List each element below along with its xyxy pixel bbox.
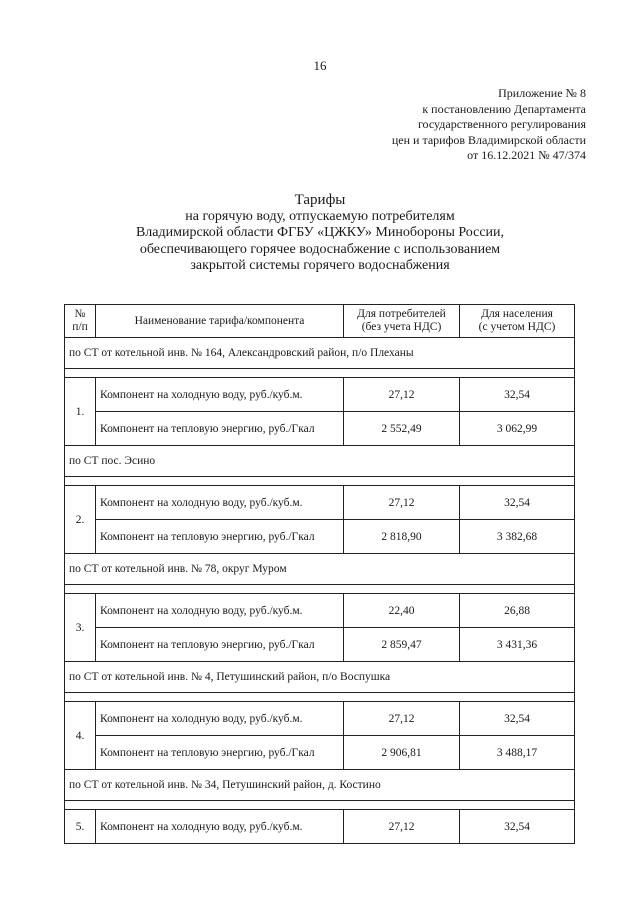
component-name: Компонент на холодную воду, руб./куб.м. xyxy=(96,810,344,844)
consumers-value: 2 906,81 xyxy=(344,736,460,770)
group-spacer xyxy=(65,801,575,810)
appendix-line: Приложение № 8 xyxy=(498,86,586,100)
component-name: Компонент на тепловую энергию, руб./Гкал xyxy=(96,736,344,770)
group-header-row xyxy=(65,338,575,369)
group-header-row xyxy=(65,554,575,585)
header-consumers: Для потребителей (без учета НДС) xyxy=(344,305,460,338)
group-header-row xyxy=(65,770,575,801)
table-row xyxy=(65,486,575,520)
tariffs-table xyxy=(64,304,575,844)
row-number: 1. xyxy=(65,378,96,446)
table-row xyxy=(65,594,575,628)
consumers-value: 2 552,49 xyxy=(344,412,460,446)
population-value: 3 062,99 xyxy=(460,412,575,446)
group-title: по СТ пос. Эсино xyxy=(65,446,575,477)
appendix-line: от 16.12.2021 № 47/374 xyxy=(467,148,586,162)
title-line: Владимирской области ФГБУ «ЦЖКУ» Минобороны России, xyxy=(135,225,505,240)
row-number: 4. xyxy=(65,702,96,770)
title-line: обеспечивающего горячее водоснабжение с использованием xyxy=(139,241,501,257)
title-main: Тарифы xyxy=(294,192,346,208)
population-value: 3 382,68 xyxy=(460,520,575,554)
consumers-value: 27,12 xyxy=(344,702,460,736)
consumers-value: 27,12 xyxy=(344,810,460,844)
population-value: 32,54 xyxy=(460,702,575,736)
component-name: Компонент на тепловую энергию, руб./Гкал xyxy=(96,412,344,446)
population-value: 32,54 xyxy=(460,378,575,412)
component-name: Компонент на тепловую энергию, руб./Гкал xyxy=(96,520,344,554)
table-row xyxy=(65,810,575,844)
group-header-row xyxy=(65,662,575,693)
table-row xyxy=(65,378,575,412)
header-name: Наименование тарифа/компонента xyxy=(96,305,344,338)
appendix-block xyxy=(392,86,586,164)
header-num: № п/п xyxy=(65,305,96,338)
appendix-line: цен и тарифов Владимирской области xyxy=(391,132,586,147)
component-name: Компонент на тепловую энергию, руб./Гкал xyxy=(96,628,344,662)
consumers-value: 27,12 xyxy=(344,378,460,412)
page-number: 16 xyxy=(313,58,327,73)
group-spacer xyxy=(65,477,575,486)
consumers-value: 22,40 xyxy=(344,594,460,628)
consumers-value: 2 818,90 xyxy=(344,520,460,554)
component-name: Компонент на холодную воду, руб./куб.м. xyxy=(96,594,344,628)
appendix-line: государственного регулирования xyxy=(417,117,586,131)
row-number: 5. xyxy=(65,810,96,844)
group-spacer xyxy=(65,693,575,702)
population-value: 3 431,36 xyxy=(460,628,575,662)
group-header-row xyxy=(65,446,575,477)
population-value: 26,88 xyxy=(460,594,575,628)
group-title: по СТ от котельной инв. № 34, Петушинский район, д. Костино xyxy=(65,770,575,801)
table-row xyxy=(65,702,575,736)
table-row xyxy=(65,736,575,770)
row-number: 3. xyxy=(65,594,96,662)
table-row xyxy=(65,520,575,554)
title-line: на горячую воду, отпускаемую потребителям xyxy=(185,208,455,224)
population-value: 32,54 xyxy=(460,486,575,520)
header-population: Для населения (с учетом НДС) xyxy=(460,305,575,338)
document-title xyxy=(0,192,640,275)
group-title: по СТ от котельной инв. № 164, Александровский район, п/о Плеханы xyxy=(65,338,575,369)
appendix-line: к постановлению Департамента xyxy=(422,101,586,116)
table-row xyxy=(65,628,575,662)
row-number: 2. xyxy=(65,486,96,554)
group-spacer xyxy=(65,585,575,594)
population-value: 32,54 xyxy=(460,810,575,844)
title-line: закрытой системы горячего водоснабжения xyxy=(190,258,450,273)
group-title: по СТ от котельной инв. № 4, Петушинский район, п/о Воспушка xyxy=(65,662,575,693)
consumers-value: 2 859,47 xyxy=(344,628,460,662)
component-name: Компонент на холодную воду, руб./куб.м. xyxy=(96,702,344,736)
population-value: 3 488,17 xyxy=(460,736,575,770)
consumers-value: 27,12 xyxy=(344,486,460,520)
table-header-row xyxy=(65,305,575,338)
group-title: по СТ от котельной инв. № 78, округ Муром xyxy=(65,554,575,585)
table-row xyxy=(65,412,575,446)
group-spacer xyxy=(65,369,575,378)
component-name: Компонент на холодную воду, руб./куб.м. xyxy=(96,486,344,520)
component-name: Компонент на холодную воду, руб./куб.м. xyxy=(96,378,344,412)
